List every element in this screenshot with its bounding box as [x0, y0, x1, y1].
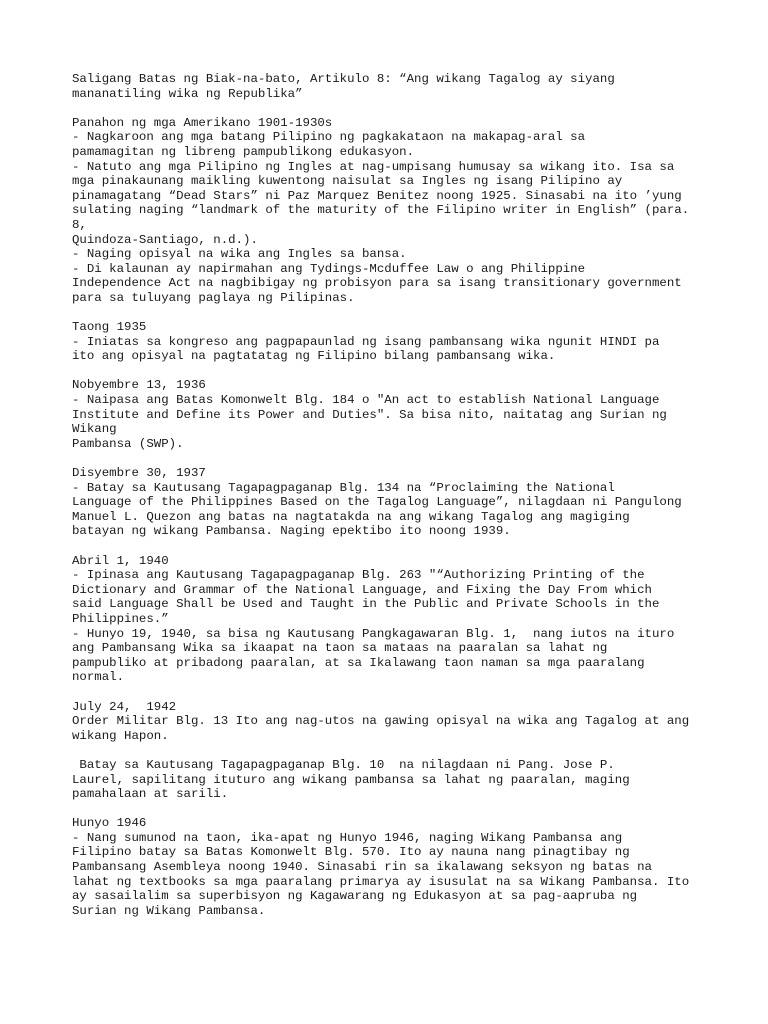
paragraph-block: [72, 72, 728, 101]
text-line: pamahalaan at sarili.: [72, 787, 229, 802]
paragraph-block: [72, 320, 728, 364]
text-line: - Nagkaroon ang mga batang Pilipino ng pagkakataon na makapag-aral sa: [72, 130, 586, 145]
text-line: Abril 1, 1940: [72, 553, 169, 568]
text-line: ito ang opisyal na pagtatatag ng Filipino bilang pambansang wika.: [72, 349, 556, 364]
text-line: Pambansang Asembleya noong 1940. Sinasabi rin sa ikalawang seksyon ng batas na: [72, 860, 652, 875]
text-line: Dictionary and Grammar of the National Language, and Fixing the Day From which: [72, 582, 652, 597]
text-line: - Iniatas sa kongreso ang pagpapaunlad ng isang pambansang wika ngunit HINDI pa: [72, 334, 660, 349]
text-line: lahat ng textbooks sa mga paaralang primarya ay isusulat na sa Wikang Pambansa. Ito: [72, 874, 690, 889]
paragraph-block: [72, 378, 728, 451]
text-line: said Language Shall be Used and Taught in the Public and Private Schools in the: [72, 597, 660, 612]
text-line: - Naging opisyal na wika ang Ingles sa bansa.: [72, 247, 407, 262]
text-line: ang Pambansang Wika sa ikaapat na taon sa mataas na paaralan sa lahat ng: [72, 641, 608, 656]
paragraph-block: [72, 116, 728, 306]
text-line: Taong 1935: [72, 320, 147, 335]
text-line: sulating naging “landmark of the maturity of the Filipino writer in English” (para.: [72, 203, 690, 218]
text-line: Philippines.”: [72, 611, 169, 626]
paragraph-block: [72, 816, 728, 918]
text-line: normal.: [72, 670, 125, 685]
text-line: - Batay sa Kautusang Tagapagpaganap Blg. 134 na “Proclaiming the National: [72, 480, 615, 495]
text-line: - Hunyo 19, 1940, sa bisa ng Kautusang Pangkagawaran Blg. 1, nang iutos na ituro: [72, 626, 675, 641]
text-line: Independence Act na nagbibigay ng probisyon para sa isang transitionary government: [72, 276, 682, 291]
text-line: Hunyo 1946: [72, 816, 147, 831]
text-line: Manuel L. Quezon ang batas na nagtatakda na ang wikang Tagalog ang magiging: [72, 509, 630, 524]
text-line: Saligang Batas ng Biak-na-bato, Artikulo 8: “Ang wikang Tagalog ay siyang: [72, 72, 615, 86]
text-line: Nobyembre 13, 1936: [72, 378, 206, 393]
text-line: Filipino batay sa Batas Komonwelt Blg. 570. Ito ay nauna nang pinagtibay ng: [72, 845, 630, 860]
text-line: pinamagatang “Dead Stars” ni Paz Marquez Benitez noong 1925. Sinasabi na ito ’yung: [72, 188, 682, 203]
text-line: mga pinakaunang maikling kuwentong naisulat sa Ingles ng isang Pilipino ay: [72, 174, 623, 189]
text-line: Quindoza-Santiago, n.d.).: [72, 232, 258, 247]
text-line: pampubliko at pribadong paaralan, at sa Ikalawang taon naman sa mga paaralang: [72, 655, 645, 670]
text-line: - Naipasa ang Batas Komonwelt Blg. 184 o "An act to establish National Language: [72, 393, 660, 408]
text-line: - Ipinasa ang Kautusang Tagapagpaganap Blg. 263 "“Authorizing Printing of the: [72, 568, 645, 583]
text-line: Pambansa (SWP).: [72, 436, 184, 451]
paragraph-block: [72, 700, 728, 744]
text-line: batayan ng wikang Pambansa. Naging epektibo ito noong 1939.: [72, 524, 511, 539]
text-line: pamamagitan ng libreng pampublikong edukasyon.: [72, 144, 415, 159]
text-line: para sa tuluyang paglaya ng Pilipinas.: [72, 290, 355, 305]
text-line: July 24, 1942: [72, 699, 177, 714]
text-line: Panahon ng mga Amerikano 1901-1930s: [72, 115, 333, 130]
paragraph-block: [72, 758, 728, 802]
text-line: Laurel, sapilitang ituturo ang wikang pambansa sa lahat ng paaralan, maging: [72, 772, 630, 787]
text-line: - Natuto ang mga Pilipino ng Ingles at nag-umpisang humusay sa wikang ito. Isa sa: [72, 159, 675, 174]
paragraph-block: [72, 554, 728, 685]
text-line: Institute and Define its Power and Duties". Sa bisa nito, naitatag ang Surian ng: [72, 407, 667, 422]
text-line: Surian ng Wikang Pambansa.: [72, 903, 266, 918]
text-line: Disyembre 30, 1937: [72, 466, 206, 481]
text-line: Wikang: [72, 422, 117, 437]
text-line: ay sasailalim sa superbisyon ng Kagawarang ng Edukasyon at sa pag-aapruba ng: [72, 889, 638, 904]
text-line: Order Militar Blg. 13 Ito ang nag-utos na gawing opisyal na wika ang Tagalog at ang: [72, 714, 690, 729]
text-line: Language of the Philippines Based on the Tagalog Language”, nilagdaan ni Pangulong: [72, 495, 682, 510]
text-line: 8,: [72, 217, 87, 232]
text-line: - Nang sumunod na taon, ika-apat ng Hunyo 1946, naging Wikang Pambansa ang: [72, 830, 623, 845]
paragraph-block: [72, 466, 728, 539]
text-line: wikang Hapon.: [72, 728, 169, 743]
text-line: - Di kalaunan ay napirmahan ang Tydings-Mcduffee Law o ang Philippine: [72, 261, 586, 276]
text-line: mananatiling wika ng Republika”: [72, 86, 303, 101]
text-line: Batay sa Kautusang Tagapagpaganap Blg. 10 na nilagdaan ni Pang. Jose P.: [72, 757, 615, 772]
